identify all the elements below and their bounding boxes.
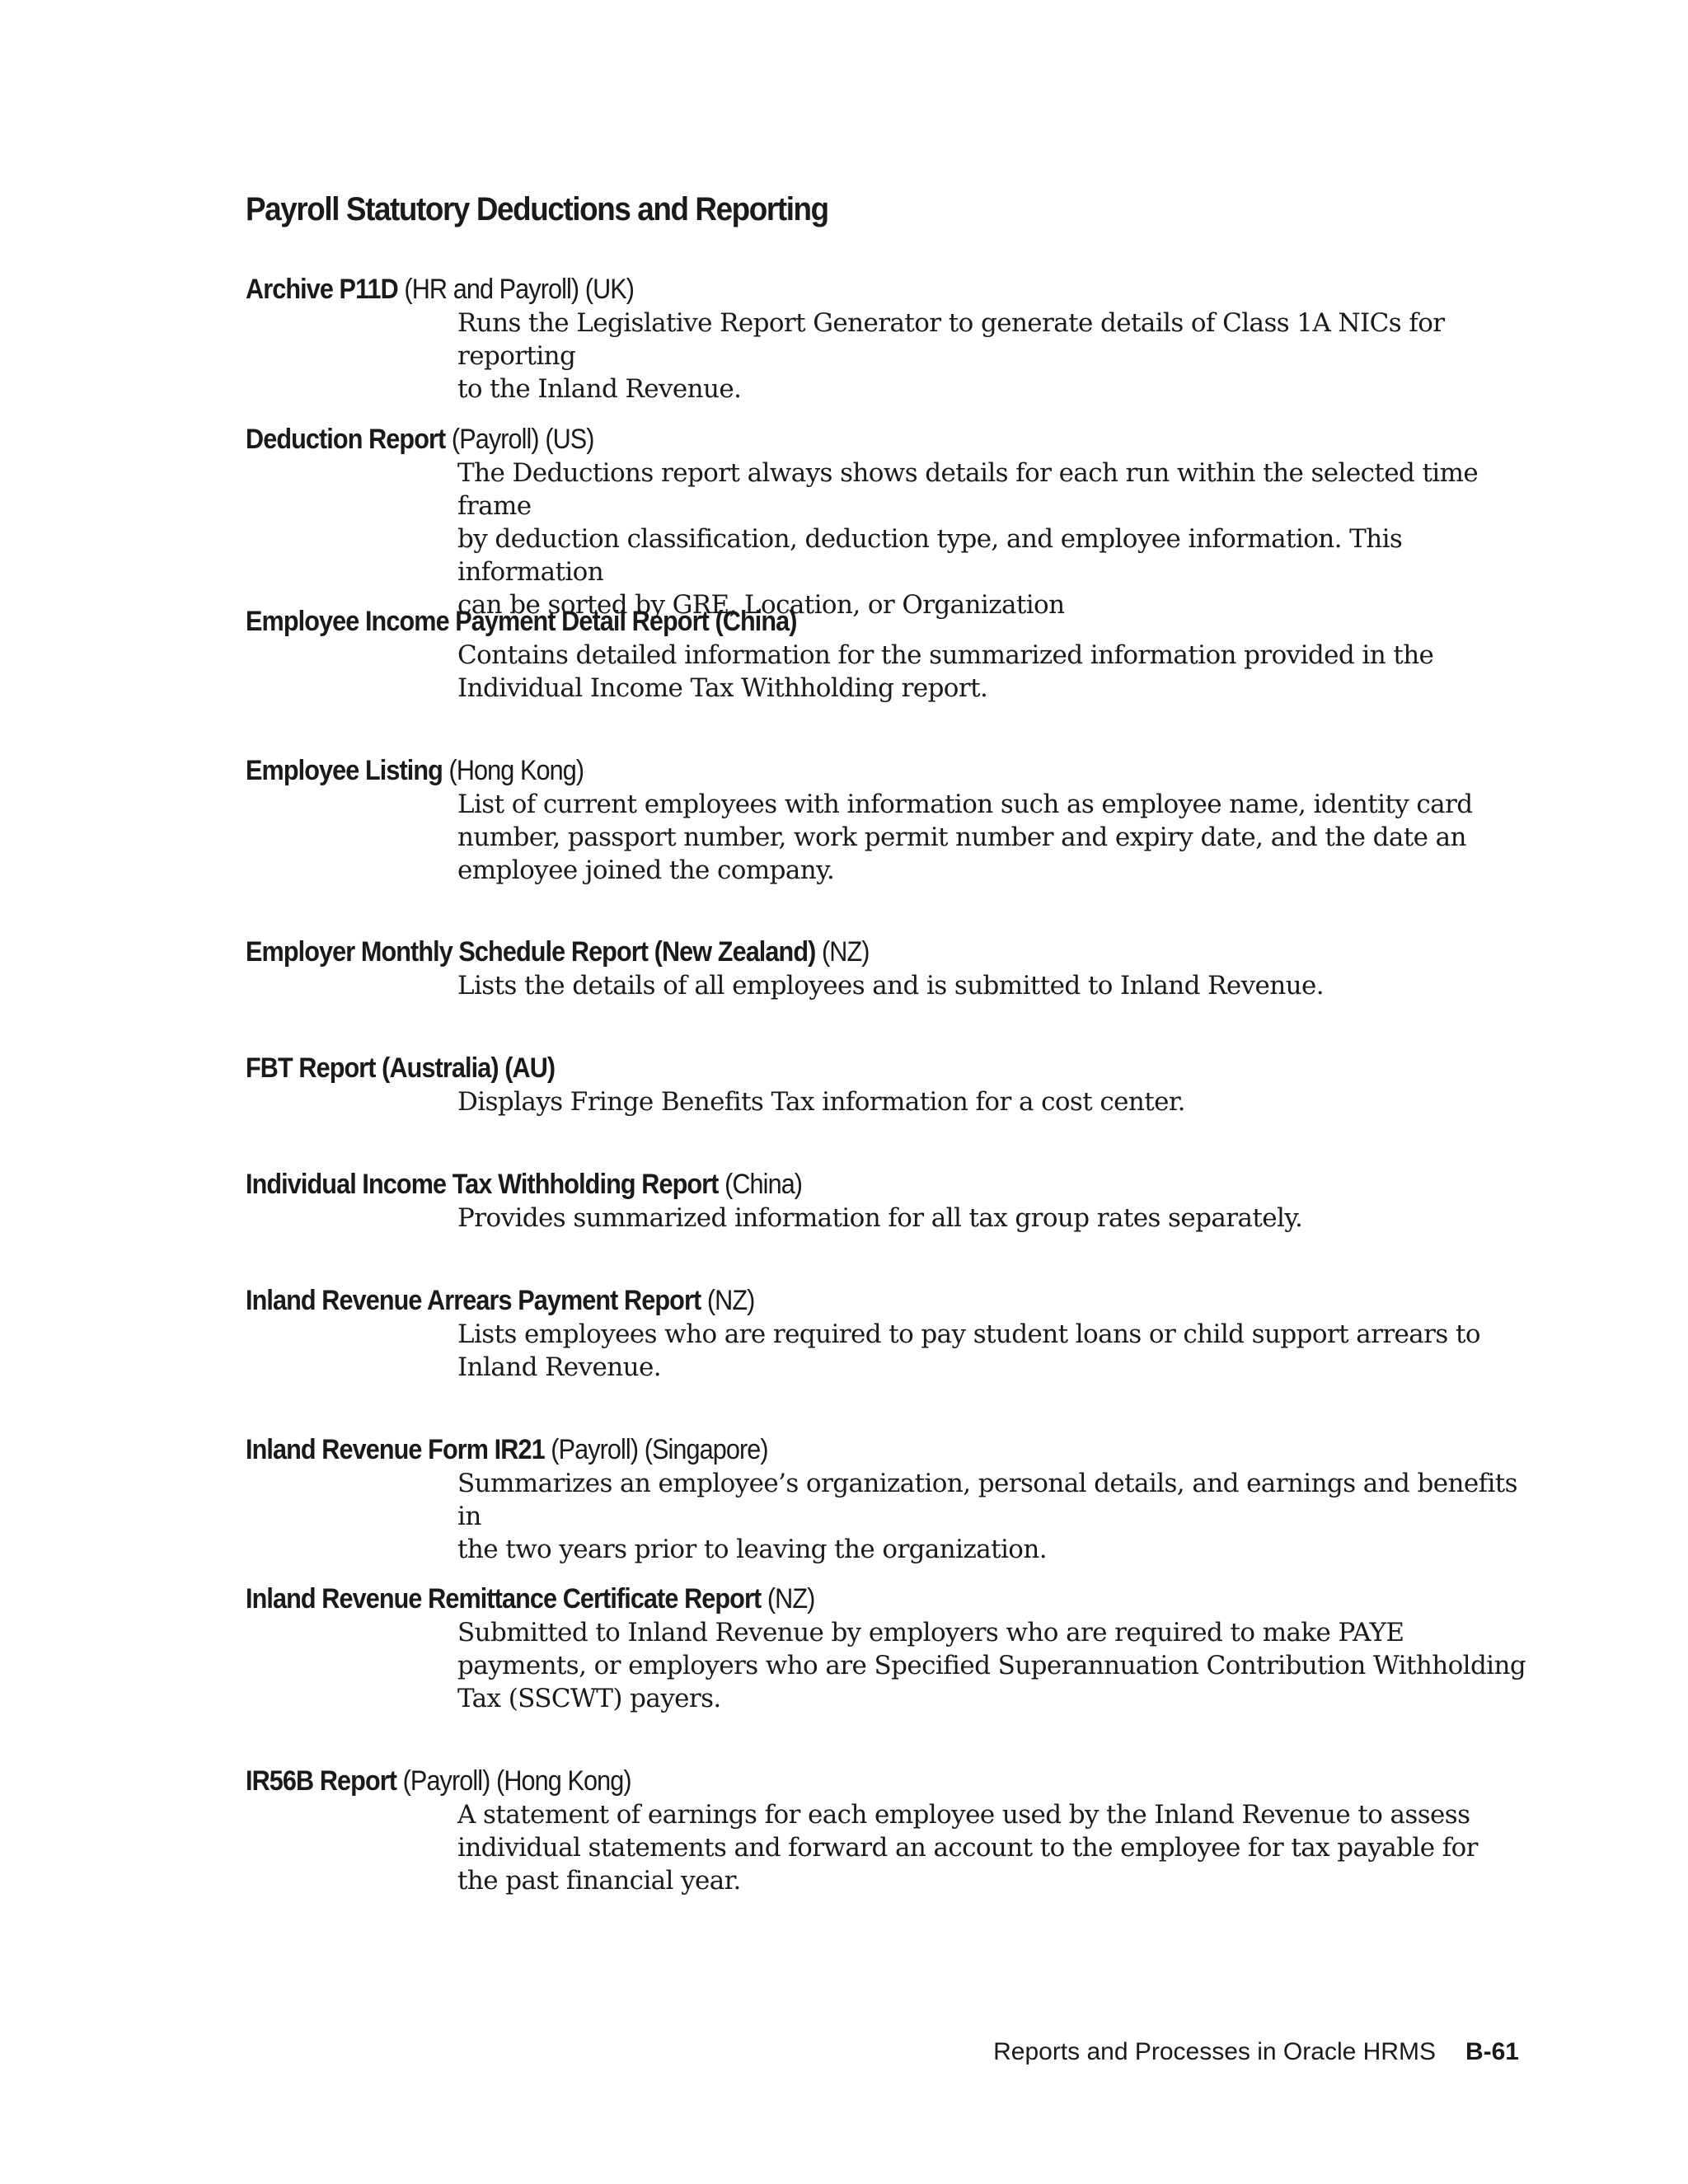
report-heading (246, 1432, 1403, 1467)
report-name: IR56B Report (246, 1765, 397, 1797)
report-name: Employee Income Payment Detail Report (China) (246, 606, 797, 637)
report-name: Inland Revenue Arrears Payment Report (246, 1285, 701, 1316)
report-qualifier: (NZ) (701, 1285, 755, 1316)
report-name: Employer Monthly Schedule Report (New Zealand) (246, 936, 816, 968)
report-name: Deduction Report (246, 424, 446, 455)
report-description: List of current employees with information such as employee name, identity card number, passport number, work permit number and expiry date, and the date an employee joined the company. (457, 790, 1473, 885)
report-heading (246, 935, 1403, 969)
report-description: A statement of earnings for each employee used by the Inland Revenue to assess individual statements and forward an account to the employee for tax payable for the past financial year. (457, 1800, 1478, 1896)
report-heading (246, 1167, 1403, 1202)
report-description: Summarizes an employee’s organization, personal details, and earnings and benefits in the two years prior to leaving the organization. (457, 1469, 1517, 1564)
report-description: Lists the details of all employees and is submitted to Inland Revenue. (457, 971, 1324, 1001)
report-entry-inland-revenue-form-ir21 (246, 1432, 1531, 1566)
report-heading (246, 604, 1403, 639)
page-footer (993, 2038, 1519, 2066)
report-entry-deduction-report (246, 422, 1531, 621)
report-entry-employee-listing (246, 753, 1531, 887)
report-qualifier: (Payroll) (Singapore) (544, 1434, 768, 1465)
report-entry-archive-p11d (246, 272, 1531, 405)
report-qualifier: (Hong Kong) (442, 755, 584, 786)
report-name: Employee Listing (246, 755, 443, 786)
report-entry-inland-revenue-remittance (246, 1582, 1531, 1715)
report-heading (246, 1582, 1403, 1616)
report-qualifier: (HR and Payroll) (UK) (397, 274, 635, 305)
report-heading (246, 753, 1403, 788)
report-heading (246, 422, 1403, 457)
report-name: Archive P11D (246, 274, 398, 305)
report-heading (246, 1283, 1403, 1318)
report-qualifier: (Payroll) (US) (445, 424, 594, 455)
report-qualifier: (Payroll) (Hong Kong) (396, 1765, 631, 1797)
report-qualifier: (China) (718, 1169, 803, 1200)
report-name: Inland Revenue Remittance Certificate Report (246, 1583, 762, 1615)
report-entry-employee-income-payment-detail (246, 604, 1531, 705)
report-description: The Deductions report always shows details for each run within the selected time frame by deduction classification, deduction type, and employee information. This information can be sorted by GRE, Location, or Organization (457, 458, 1479, 620)
report-entry-fbt-report (246, 1051, 1531, 1118)
report-entry-individual-income-tax-withholding (246, 1167, 1531, 1235)
report-heading (246, 1764, 1403, 1798)
report-description: Displays Fringe Benefits Tax information for a cost center. (457, 1087, 1185, 1117)
footer-page-number: B-61 (1465, 2038, 1519, 2065)
report-qualifier: (NZ) (815, 936, 870, 968)
report-name: Individual Income Tax Withholding Report (246, 1169, 719, 1200)
report-entry-inland-revenue-arrears (246, 1283, 1531, 1384)
report-description: Contains detailed information for the summarized information provided in the Individual Income Tax Withholding report. (457, 640, 1434, 703)
report-description: Lists employees who are required to pay student loans or child support arrears to Inland Revenue. (457, 1319, 1480, 1382)
report-entry-ir56b-report (246, 1764, 1531, 1897)
report-description: Submitted to Inland Revenue by employers who are required to make PAYE payments, or employers who are Specified Superannuation Contribution Withholding Tax (SSCWT) payers. (457, 1618, 1526, 1713)
report-name: FBT Report (Australia) (AU) (246, 1052, 556, 1084)
report-entry-employer-monthly-schedule (246, 935, 1531, 1002)
footer-book-title: Reports and Processes in Oracle HRMS (993, 2038, 1436, 2065)
report-qualifier: (NZ) (761, 1583, 815, 1615)
report-name: Inland Revenue Form IR21 (246, 1434, 545, 1465)
report-description: Runs the Legislative Report Generator to generate details of Class 1A NICs for reporting to the Inland Revenue. (457, 308, 1445, 404)
report-heading (246, 1051, 1403, 1085)
section-title: Payroll Statutory Deductions and Reporting (246, 191, 828, 227)
report-description: Provides summarized information for all tax group rates separately. (457, 1203, 1303, 1233)
report-heading (246, 272, 1403, 307)
